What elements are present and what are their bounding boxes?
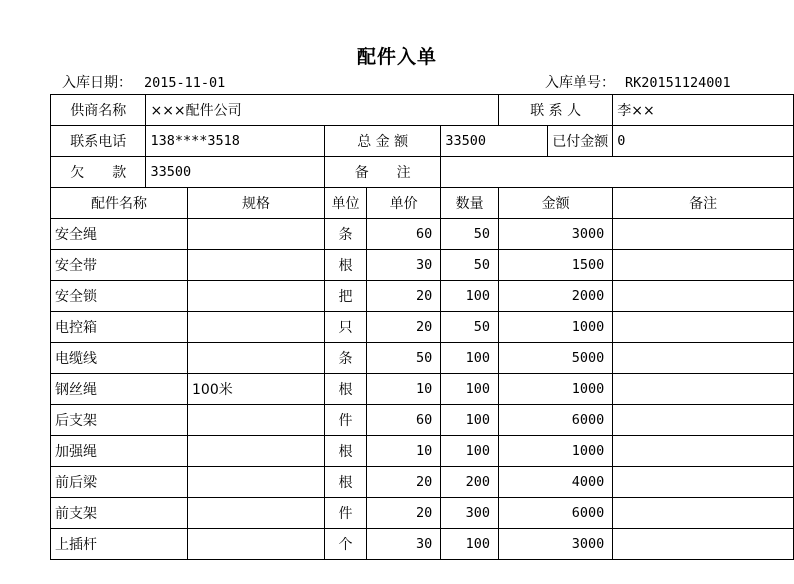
supplier-value: ×××配件公司: [146, 95, 499, 126]
item-unit: 条: [325, 219, 367, 250]
item-spec: [188, 312, 325, 343]
item-qty: 50: [441, 219, 499, 250]
item-name: 电缆线: [51, 343, 188, 374]
order-line: [545, 72, 731, 92]
item-price: 20: [366, 498, 440, 529]
contact-value: 李××: [613, 95, 794, 126]
item-spec: [188, 529, 325, 560]
item-price: 20: [366, 467, 440, 498]
total-label: 总 金 额: [325, 126, 441, 157]
item-price: 30: [366, 250, 440, 281]
item-name: 上插杆: [51, 529, 188, 560]
item-spec: [188, 343, 325, 374]
item-qty: 50: [441, 312, 499, 343]
item-unit: 根: [325, 467, 367, 498]
item-name: 钢丝绳: [51, 374, 188, 405]
table-row: [51, 250, 794, 281]
item-note: [613, 219, 794, 250]
item-unit: 件: [325, 405, 367, 436]
owed-label: 欠 款: [51, 157, 146, 188]
item-price: 10: [366, 374, 440, 405]
item-qty: 200: [441, 467, 499, 498]
item-unit: 件: [325, 498, 367, 529]
item-amount: 2000: [499, 281, 613, 312]
col-header-spec: 规格: [188, 188, 325, 219]
item-price: 60: [366, 405, 440, 436]
item-qty: 100: [441, 343, 499, 374]
col-header-note: 备注: [613, 188, 794, 219]
item-spec: [188, 405, 325, 436]
item-unit: 个: [325, 529, 367, 560]
phone-label: 联系电话: [51, 126, 146, 157]
item-note: [613, 343, 794, 374]
item-price: 20: [366, 281, 440, 312]
item-unit: 根: [325, 374, 367, 405]
item-amount: 6000: [499, 498, 613, 529]
date-line: [62, 72, 225, 92]
item-qty: 100: [441, 436, 499, 467]
item-name: 前后梁: [51, 467, 188, 498]
item-amount: 1000: [499, 312, 613, 343]
item-price: 50: [366, 343, 440, 374]
item-note: [613, 498, 794, 529]
phone-value: 138****3518: [146, 126, 325, 157]
item-unit: 根: [325, 436, 367, 467]
item-amount: 6000: [499, 405, 613, 436]
item-qty: 100: [441, 405, 499, 436]
item-qty: 100: [441, 281, 499, 312]
info-row-supplier: [51, 95, 794, 126]
paid-label: 已付金额: [548, 126, 613, 157]
item-name: 电控箱: [51, 312, 188, 343]
col-header-unit: 单位: [325, 188, 367, 219]
item-amount: 5000: [499, 343, 613, 374]
item-amount: 1000: [499, 374, 613, 405]
item-spec: [188, 467, 325, 498]
order-number: RK20151124001: [625, 75, 731, 91]
col-header-amount: 金额: [499, 188, 613, 219]
item-spec: 100米: [188, 374, 325, 405]
table-row: [51, 436, 794, 467]
item-name: 加强绳: [51, 436, 188, 467]
item-name: 安全绳: [51, 219, 188, 250]
owed-value: 33500: [146, 157, 325, 188]
info-row-phone: [51, 126, 794, 157]
item-amount: 1000: [499, 436, 613, 467]
table-row: [51, 529, 794, 560]
info-row-owed: [51, 157, 794, 188]
contact-label: 联 系 人: [499, 95, 613, 126]
item-name: 安全锁: [51, 281, 188, 312]
item-rows: [51, 219, 794, 560]
item-price: 10: [366, 436, 440, 467]
column-header-row: [51, 188, 794, 219]
item-note: [613, 312, 794, 343]
item-name: 安全带: [51, 250, 188, 281]
item-amount: 4000: [499, 467, 613, 498]
date-value: 2015-11-01: [144, 75, 226, 91]
item-qty: 50: [441, 250, 499, 281]
col-header-price: 单价: [366, 188, 440, 219]
item-spec: [188, 219, 325, 250]
item-note: [613, 405, 794, 436]
document-title: 配件入单: [356, 46, 437, 68]
col-header-qty: 数量: [441, 188, 499, 219]
item-price: 20: [366, 312, 440, 343]
table-row: [51, 498, 794, 529]
table-row: [51, 405, 794, 436]
order-label: 入库单号：: [545, 75, 615, 91]
item-note: [613, 250, 794, 281]
remark-label: 备 注: [325, 157, 441, 188]
item-spec: [188, 250, 325, 281]
item-name: 前支架: [51, 498, 188, 529]
table-row: [51, 467, 794, 498]
item-spec: [188, 281, 325, 312]
item-price: 60: [366, 219, 440, 250]
col-header-name: 配件名称: [51, 188, 188, 219]
item-qty: 100: [441, 529, 499, 560]
item-amount: 1500: [499, 250, 613, 281]
item-amount: 3000: [499, 529, 613, 560]
item-spec: [188, 498, 325, 529]
item-note: [613, 467, 794, 498]
total-value: 33500: [441, 126, 548, 157]
item-note: [613, 281, 794, 312]
item-note: [613, 529, 794, 560]
item-qty: 100: [441, 374, 499, 405]
item-name: 后支架: [51, 405, 188, 436]
item-amount: 3000: [499, 219, 613, 250]
item-spec: [188, 436, 325, 467]
item-unit: 把: [325, 281, 367, 312]
item-unit: 只: [325, 312, 367, 343]
table-row: [51, 343, 794, 374]
paid-value: 0: [613, 126, 794, 157]
item-unit: 根: [325, 250, 367, 281]
item-price: 30: [366, 529, 440, 560]
item-note: [613, 374, 794, 405]
item-note: [613, 436, 794, 467]
table-row: [51, 281, 794, 312]
table-row: [51, 374, 794, 405]
receipt-table: [50, 94, 794, 560]
remark-value: [441, 157, 794, 188]
table-row: [51, 219, 794, 250]
table-row: [51, 312, 794, 343]
date-label: 入库日期：: [62, 75, 132, 91]
supplier-label: 供商名称: [51, 95, 146, 126]
item-unit: 条: [325, 343, 367, 374]
item-qty: 300: [441, 498, 499, 529]
